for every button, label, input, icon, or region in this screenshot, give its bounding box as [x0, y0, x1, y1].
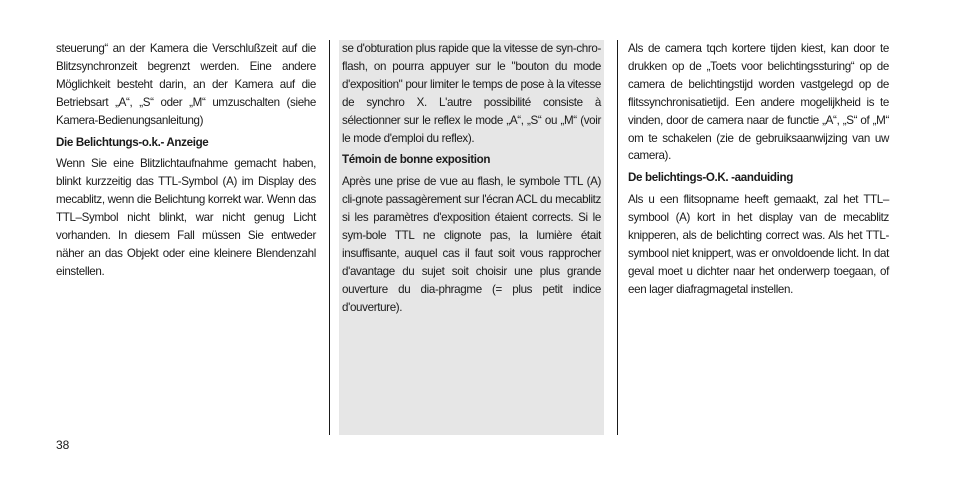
french-intro-paragraph: se d'obturation plus rapide que la vitesse de syn-chro-flash, on pourra appuyer sur le "bouton du mode d'exposition" pour limiter le temps de pose à la vitesse de synchro X. L'autre possibilité consiste à sélectionner sur le reflex le mode „A“, „S“ ou „M“ (voir le mode d'emploi du reflex). [342, 42, 601, 145]
column-divider-right [617, 40, 618, 435]
page-number: 38 [56, 438, 70, 452]
column-french [339, 40, 604, 435]
french-body-paragraph: Après une prise de vue au flash, le symbole TTL (A) cli-gnote passagèrement sur l'écran ACL du mecablitz si les paramètres d'exposition étaient corrects. Si le sym-bole TTL ne clignote pas, la lumière était insuffisante, auquel cas il faut soit vous rapprocher d'avantage du sujet soit choisir une plus grande ouverture du dia-phragme (= plus petit indice d'ouverture). [342, 175, 601, 314]
german-body-paragraph: Wenn Sie eine Blitzlichtaufnahme gemacht haben, blinkt kurzzeitig das TTL-Symbol (A) im Display des mecablitz, wenn die Belichtung korrekt war. Wenn das TTL–Symbol nicht blinkt, war nicht genug Licht vorhanden. In diesem Fall müssen Sie entweder näher an das Objekt oder eine kleinere Blendenzahl einstellen. [56, 157, 316, 278]
dutch-section-heading: De belichtings-O.K. -aanduiding [628, 171, 793, 185]
dutch-body-paragraph: Als u een flitsopname heeft gemaakt, zal het TTL–symbool (A) kort in het display van de mecablitz knipperen, als de belichting correct was. Als het TTL-symbool niet knippert, was er onvoldoende licht. In dat geval moet u dichter naar het onderwerp toegaan, of een lager diafragmagetal instellen. [628, 193, 889, 296]
german-intro-paragraph: steuerung“ an der Kamera die Verschlußzeit auf die Blitzsynchronzeit begrenzt werden. Eine andere Möglichkeit besteht darin, an der Kamera auf die Betriebsart „A“, „S“ oder „M“ umzuschalten (siehe Kamera-Bedienungsanleitung) [56, 42, 316, 127]
column-german [56, 40, 316, 285]
column-divider-left [329, 40, 330, 435]
column-dutch [628, 40, 889, 303]
french-section-heading: Témoin de bonne exposition [342, 153, 491, 167]
dutch-intro-paragraph: Als de camera tqch kortere tijden kiest, kan door te drukken op de „Toets voor belichtingssturing“ op de camera de belichtingstijd worden vastgelegd op de flitssynchronisatietijd. Een andere mogelijkheid is te vinden, door de camera naar de functie „A“, „S“ of „M“ om te schakelen (zie de gebruiksaanwijzing van uw camera). [628, 42, 889, 163]
german-section-heading: Die Belichtungs-o.k.- Anzeige [56, 135, 209, 149]
